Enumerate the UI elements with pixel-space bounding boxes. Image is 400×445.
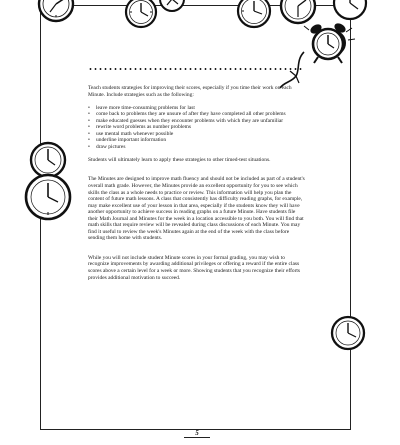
list-item: • leave more time-consuming problems for last bbox=[88, 105, 306, 112]
list-item: • use mental math whenever possible bbox=[88, 131, 306, 138]
apply-paragraph: Students will ultimately learn to apply these strategies to other timed-test situations. bbox=[88, 156, 271, 163]
grading-paragraph: While you will not include student Minute scores in your formal grading, you may wish to recognize improvements by awarding additional privileges or offering a reward if the entire class scores above a certain level for a week or more. Showing students that you recognize their efforts provides additional motivation to succeed. bbox=[88, 254, 301, 281]
dotted-divider bbox=[88, 68, 304, 70]
list-item: • make educated guesses when they encounter problems with which they are unfamiliar bbox=[88, 118, 306, 125]
page-number: 5 bbox=[195, 429, 199, 437]
list-item: • underline important information bbox=[88, 137, 306, 144]
list-item: • draw pictures bbox=[88, 144, 306, 151]
list-item: • rewrite word problems as number problems bbox=[88, 124, 306, 131]
list-item: • come back to problems they are unsure of after they have completed all other problems bbox=[88, 111, 306, 118]
page-body bbox=[88, 85, 306, 281]
page-number-underline bbox=[184, 437, 210, 438]
intro-paragraph: Teach students strategies for improving their scores, especially if you time their work on each Minute. Include strategies such as the following: bbox=[88, 85, 292, 98]
purpose-paragraph: The Minutes are designed to improve math fluency and should not be included as part of a student's overall math grade. However, the Minutes provide an excellent opportunity for you to see which skills the class as a whole needs to practice or review. This information will help you plan the content of future math lessons. A class that consistently has difficulty reading graphs, for example, may make excellent use of your lesson in that area, especially if the students know they will have another opportunity to achieve success in reading graphs on a future Minute. Have students file their Math Journal and Minutes for the week in a location accessible to you both. You will find that math skills that require review will be revealed during class discussions of each Minute. You may find it useful to review the week's Minutes again at the end of the week with the class before sending them home with students. bbox=[88, 176, 305, 242]
strategy-list bbox=[88, 105, 306, 151]
